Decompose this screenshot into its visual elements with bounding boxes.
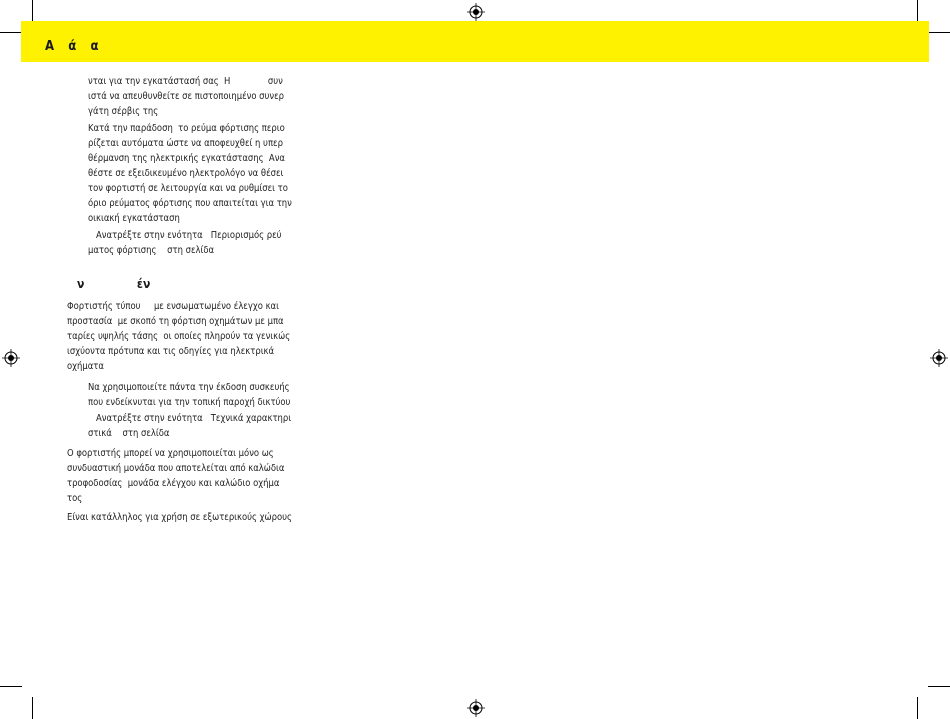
text-line: ταρίες υψηλής τάσης οι οποίες πληρούν τα γενικώς: [67, 331, 291, 342]
registration-mark-icon: [467, 699, 485, 717]
text-line: ισχύοντα πρότυπα και τις οδηγίες για ηλεκτρικά: [67, 346, 275, 357]
page-title: Α ά α: [45, 39, 100, 54]
text-line: όριο ρεύματος φόρτισης που απαιτείται για την: [88, 198, 292, 209]
cross-reference: Ανατρέξτε στην ενότητα Περιορισμός ρεύ: [88, 230, 282, 241]
text-line: τον φορτιστή σε λειτουργία και να ρυθμίσει το: [88, 183, 288, 194]
note-line: που ενδείκνυται για την τοπική παροχή δικτύου: [88, 397, 291, 408]
text-line: συνδυαστική μονάδα που αποτελείται από καλώδια: [67, 463, 285, 474]
text-line: θέρμανση της ηλεκτρικής εγκατάστασης Ανα: [88, 153, 285, 164]
crop-mark: [0, 686, 22, 687]
text-line: Φορτιστής τύπου με ενσωματωμένο έλεγχο και: [67, 301, 279, 312]
text-line: ρίζεται αυτόματα ώστε να αποφευχθεί η υπερ: [88, 138, 283, 149]
registration-mark-icon: [467, 3, 485, 21]
text-line: γάτη σέρβις της: [88, 106, 159, 117]
text-line: οχήματα: [67, 361, 104, 372]
registration-mark-icon: [930, 349, 948, 367]
cross-reference: στικά στη σελίδα: [88, 428, 170, 439]
text-line: Ο φορτιστής μπορεί να χρησιμοποιείται μόνο ως: [67, 448, 274, 459]
crop-mark: [928, 686, 950, 687]
cross-reference: Ανατρέξτε στην ενότητα Τεχνικά χαρακτηρι: [88, 413, 292, 424]
note-line: Να χρησιμοποιείτε πάντα την έκδοση συσκευής: [88, 382, 290, 393]
text-line: Κατά την παράδοση το ρεύμα φόρτισης περιο: [88, 123, 285, 134]
crop-mark: [32, 0, 33, 22]
crop-mark: [928, 32, 950, 33]
registration-mark-icon: [2, 349, 20, 367]
crop-mark: [917, 697, 918, 719]
text-line: τροφοδοσίας μονάδα ελέγχου και καλώδιο οχήμα: [67, 478, 280, 489]
header-banner: [21, 21, 929, 62]
section-heading: ν έν: [77, 277, 151, 291]
text-line: νται για την εγκατάστασή σας Η συν: [88, 76, 283, 87]
text-line: τος: [67, 493, 83, 504]
text-line: θέστε σε εξειδικευμένο ηλεκτρολόγο να θέσει: [88, 168, 284, 179]
text-line: ιστά να απευθυνθείτε σε πιστοποιημένο συνερ: [88, 91, 285, 102]
crop-mark: [917, 0, 918, 22]
text-line: Είναι κατάλληλος για χρήση σε εξωτερικούς χώρους: [67, 512, 292, 523]
cross-reference: ματος φόρτισης στη σελίδα: [88, 245, 215, 256]
text-line: προστασία με σκοπό τη φόρτιση οχημάτων με μπα: [67, 316, 284, 327]
crop-mark: [0, 32, 22, 33]
text-line: οικιακή εγκατάσταση: [88, 213, 180, 224]
crop-mark: [32, 697, 33, 719]
